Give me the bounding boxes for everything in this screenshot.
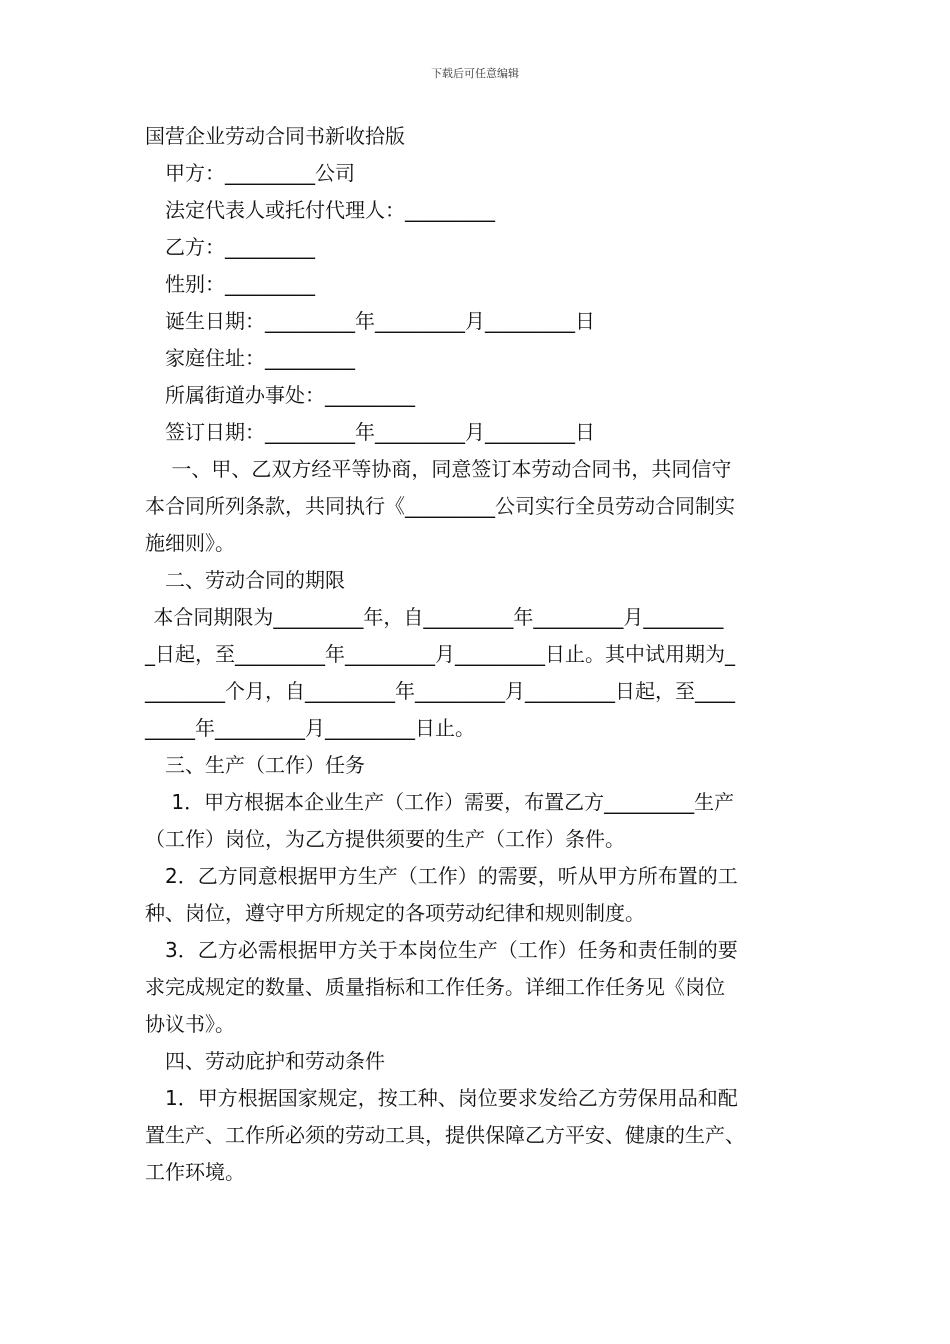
section2-heading: 二、劳动合同的期限 [165,568,345,592]
page-header-note: 下载后可任意编辑 [431,67,519,80]
section3-heading: 三、生产（工作）任务 [165,753,365,777]
section3-item3-line: 3．乙方必需根据甲方关于本岗位生产（工作）任务和责任制的要 [165,938,738,962]
document-title: 国营企业劳动合同书新收拾版 [145,124,405,148]
section4-item1-line: 工作环境。 [145,1160,245,1184]
section3-item2-line: 种、岗位，遵守甲方所规定的各项劳动纪律和规则制度。 [145,901,645,925]
field-street-office: 所属街道办事处：_________ [165,383,415,407]
field-legal-representative: 法定代表人或托付代理人：_________ [165,198,495,222]
section3-item3-line: 协议书》。 [145,1012,235,1036]
section4-heading: 四、劳动庇护和劳动条件 [165,1049,385,1073]
section2-line: _____年_________月_________日止。 [145,716,475,740]
section3-item1-line: （工作）岗位，为乙方提供须要的生产（工作）条件。 [145,827,625,851]
section1-line: 本合同所列条款，共同执行《_________公司实行全员劳动合同制实 [145,494,735,518]
field-sign-date: 签订日期：_________年_________月_________日 [165,420,595,444]
field-birth-date: 诞生日期：_________年_________月_________日 [165,309,595,333]
section3-item3-line: 求完成规定的数量、质量指标和工作任务。详细工作任务见《岗位 [145,975,725,999]
field-party-b: 乙方：_________ [165,235,315,259]
contract-body [145,118,825,1191]
section4-item1-line: 置生产、工作所必须的劳动工具，提供保障乙方平安、健康的生产、 [145,1123,745,1147]
section4-item1-line: 1．甲方根据国家规定，按工种、岗位要求发给乙方劳保用品和配 [165,1086,738,1110]
section2-line: ________个月，自_________年_________月_________日起，至____ [145,679,735,703]
section1-line: 一、甲、乙双方经平等协商，同意签订本劳动合同书，共同信守 [165,457,732,481]
field-home-address: 家庭住址：_________ [165,346,355,370]
section3-item2-line: 2．乙方同意根据甲方生产（工作）的需要，听从甲方所布置的工 [165,864,738,888]
section2-line: 本合同期限为_________年，自_________年_________月________ [147,605,724,629]
field-gender: 性别：_________ [165,272,315,296]
section1-line: 施细则》。 [145,531,235,555]
field-party-a: 甲方：_________公司 [165,161,355,185]
section2-line: _日起，至_________年_________月_________日止。其中试用期为_ [145,642,735,666]
section3-item1-line: 1．甲方根据本企业生产（工作）需要，布置乙方_________生产 [165,790,735,814]
